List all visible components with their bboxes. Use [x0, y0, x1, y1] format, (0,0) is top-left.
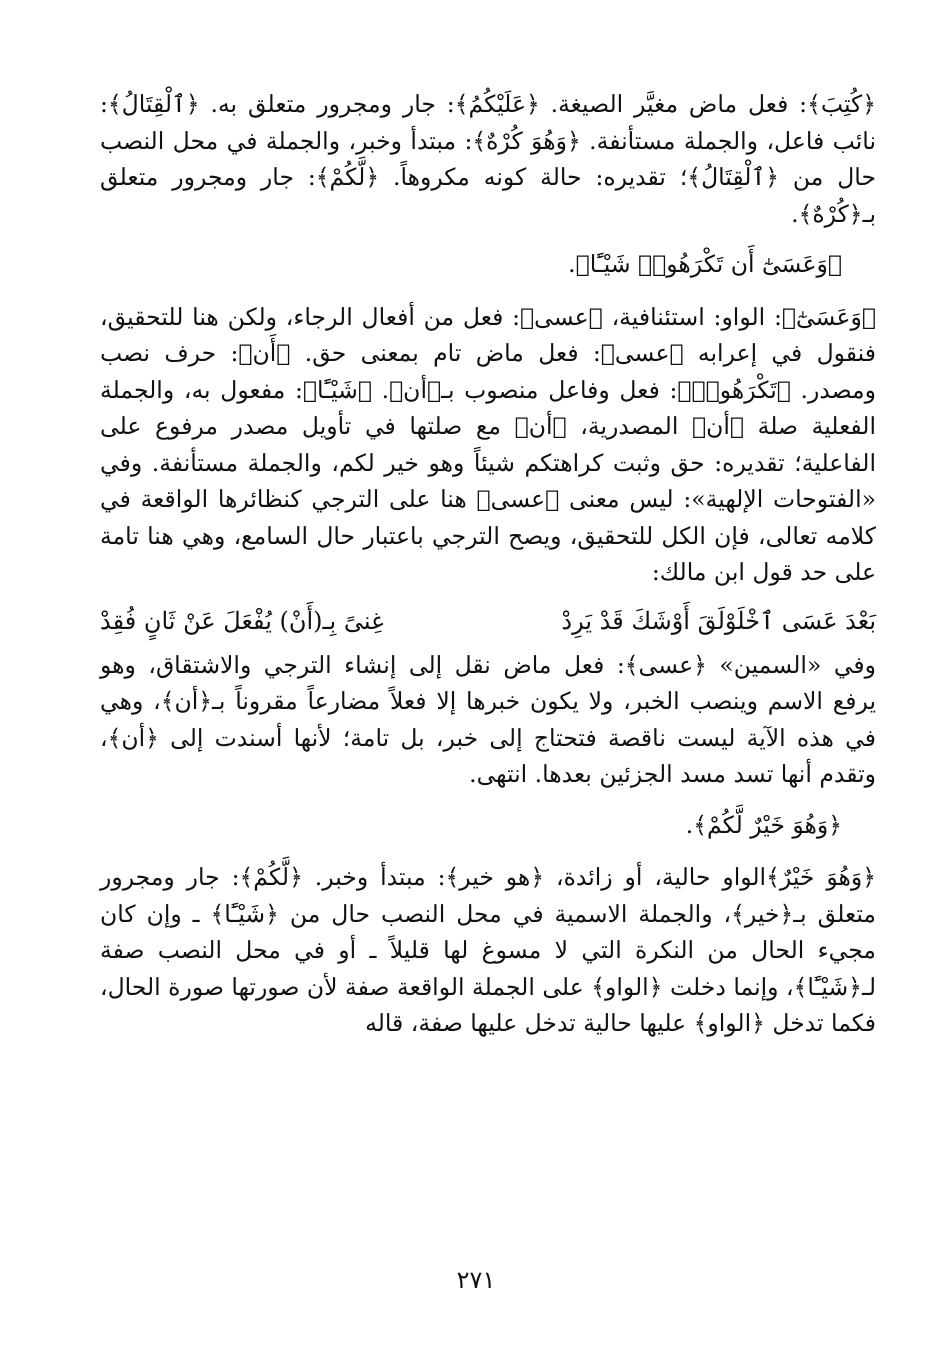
verse-heading-2: ﴿وَهُوَ خَيْرٌ لَّكُمْ﴾.	[685, 810, 842, 839]
paragraph-4: ﴿وَهُوَ خَيْرٌ﴾الواو حالية، أو زائدة، ﴿هو خير﴾: مبتدأ وخبر. ﴿لَّكُمْ﴾: جار ومجرور متعلق بـ﴿خير﴾، والجملة الاسمية في محل النصب حال من ﴿شَيْـًٔا﴾ ـ وإن كان مجيء الحال من النكرة التي لا مسوغ لها قليلاً ـ أو في محل النصب صفة لـ﴿شَيْـًٔا﴾، وإنما دخلت ﴿الواو﴾ على الجملة الواقعة صفة لأن صورتها صورة الحال، فكما تدخل ﴿الواو﴾ عليها حالية تدخل عليها صفة، قاله	[100, 863, 876, 1037]
poem-first-hemistich: بَعْدَ عَسَى ٱخْلَوْلَقَ أَوْشَكَ قَدْ يَرِدْ	[561, 606, 876, 635]
poem-second-hemistich: غِنىً بِـ(أَنْ) يُفْعَلَ عَنْ ثَانٍ فُقِدْ	[100, 606, 384, 635]
paragraph-3: وفي «السمين» ﴿عسى﴾: فعل ماض نقل إلى إنشاء الترجي والاشتقاق، وهو يرفع الاسم وينصب الخبر، ولا يكون خبرها إلا فعلاً مضارعاً مقروناً بـ﴿أن﴾، وهي في هذه الآية ليست ناقصة فتحتاج إلى خبر، بل تامة؛ لأنها أسندت إلى ﴿أن﴾، وتقدم أنها تسد مسد الجزئين بعدها. انتهى.	[100, 650, 876, 788]
paragraph-1: ﴿كُتِبَ﴾: فعل ماض مغيَّر الصيغة. ﴿عَلَيْكُمُ﴾: جار ومجرور متعلق به. ﴿ٱلْقِتَالُ﴾: نائب فاعل، والجملة مستأنفة. ﴿وَهُوَ كُرْهٌ﴾: مبتدأ وخبر، والجملة في محل النصب حال من ﴿ٱلْقِتَالُ﴾؛ تقديره: حالة كونه مكروهاً. ﴿لَّكُمْ﴾: جار ومجرور متعلق بـ﴿كُرْهٌ﴾.	[100, 90, 876, 228]
page-number: ٢٧١	[456, 1266, 496, 1294]
verse-heading-1: ﴿وَعَسَىٰٓ أَن تَكْرَهُوا۟ شَيْـًٔا﴾.	[568, 250, 842, 278]
poem-verse	[100, 603, 876, 639]
page-body	[100, 86, 876, 1042]
paragraph-2: ﴿وَعَسَىٰٓ﴾: الواو: استئنافية، ﴿عسى﴾: فعل من أفعال الرجاء، ولكن هنا للتحقيق، فنقول في إعرابه ﴿عسى﴾: فعل ماض تام بمعنى حق. ﴿أَن﴾: حرف نصب ومصدر. ﴿تَكْرَهُوا۟﴾: فعل وفاعل منصوب بـ﴿أن﴾. ﴿شَيْـًٔا﴾: مفعول به، والجملة الفعلية صلة ﴿أن﴾ المصدرية، ﴿أن﴾ مع صلتها في تأويل مصدر مرفوع على الفاعلية؛ تقديره: حق وثبت كراهتكم شيئاً وهو خير لكم، والجملة مستأنفة. وفي «الفتوحات الإلهية»: ليس معنى ﴿عسى﴾ هنا على الترجي كنظائرها الواقعة في كلامه تعالى، فإن الكل للتحقيق، ويصح الترجي باعتبار حال السامع، وهي هنا تامة على حد قول ابن مالك:	[100, 302, 876, 586]
